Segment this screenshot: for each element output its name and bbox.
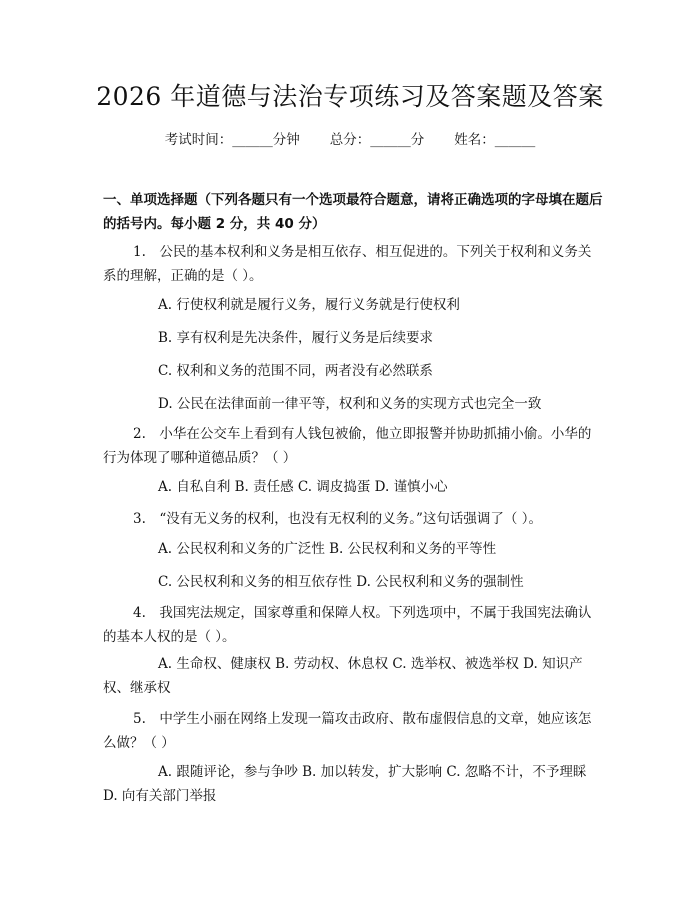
question-1-option-c: C. 权利和义务的范围不同，两者没有必然联系 (158, 363, 433, 379)
question-5-stem: 5. 中学生小丽在网络上发现一篇攻击政府、散布虚假信息的文章，她应该怎么做？（ ） (103, 711, 592, 751)
question-2-stem: 2. 小华在公交车上看到有人钱包被偷，他立即报警并协助抓捕小偷。小华的行为体现了哪种道德品质？（ ） (103, 426, 592, 466)
question-3-options-cd: C. 公民权利和义务的相互依存性 D. 公民权利和义务的强制性 (158, 574, 524, 590)
question-1-option-d: D. 公民在法律面前一律平等，权利和义务的实现方式也完全一致 (158, 396, 542, 412)
student-name-field: 姓名：______ (454, 132, 536, 148)
total-score-field: 总分：______分 (329, 132, 425, 148)
section-1-heading: 一、单项选择题（下列各题只有一个选项最符合题意，请将正确选项的字母填在题后的括号内。每小题 2 分，共 40 分） (103, 192, 603, 232)
question-3-options-ab: A. 公民权利和义务的广泛性 B. 公民权利和义务的平等性 (158, 541, 497, 557)
document-title: 2026 年道德与法治专项练习及答案题及答案 (96, 82, 604, 111)
question-3-stem: 3. “没有无义务的权利，也没有无权利的义务。”这句话强调了（ ）。 (133, 511, 542, 527)
question-1-stem: 1. 公民的基本权利和义务是相互依存、相互促进的。下列关于权利和义务关系的理解，正确的是（ ）。 (103, 244, 592, 284)
question-5-options: A. 跟随评论，参与争吵 B. 加以转发，扩大影响 C. 忽略不计，不予理睬 D. 向有关部门举报 (103, 764, 587, 804)
question-2-options: A. 自私自利 B. 责任感 C. 调皮捣蛋 D. 谨慎小心 (158, 479, 448, 495)
question-1-option-b: B. 享有权利是先决条件，履行义务是后续要求 (158, 330, 434, 346)
question-1-option-a: A. 行使权利就是履行义务，履行义务就是行使权利 (158, 297, 460, 313)
question-4-options: A. 生命权、健康权 B. 劳动权、休息权 C. 选举权、被选举权 D. 知识产权、继承权 (103, 656, 583, 696)
question-4-stem: 4. 我国宪法规定，国家尊重和保障人权。下列选项中，不属于我国宪法确认的基本人权的是（ ）。 (103, 605, 592, 645)
exam-time-field: 考试时间：______分钟 (164, 132, 300, 148)
exam-info-line (0, 130, 700, 150)
